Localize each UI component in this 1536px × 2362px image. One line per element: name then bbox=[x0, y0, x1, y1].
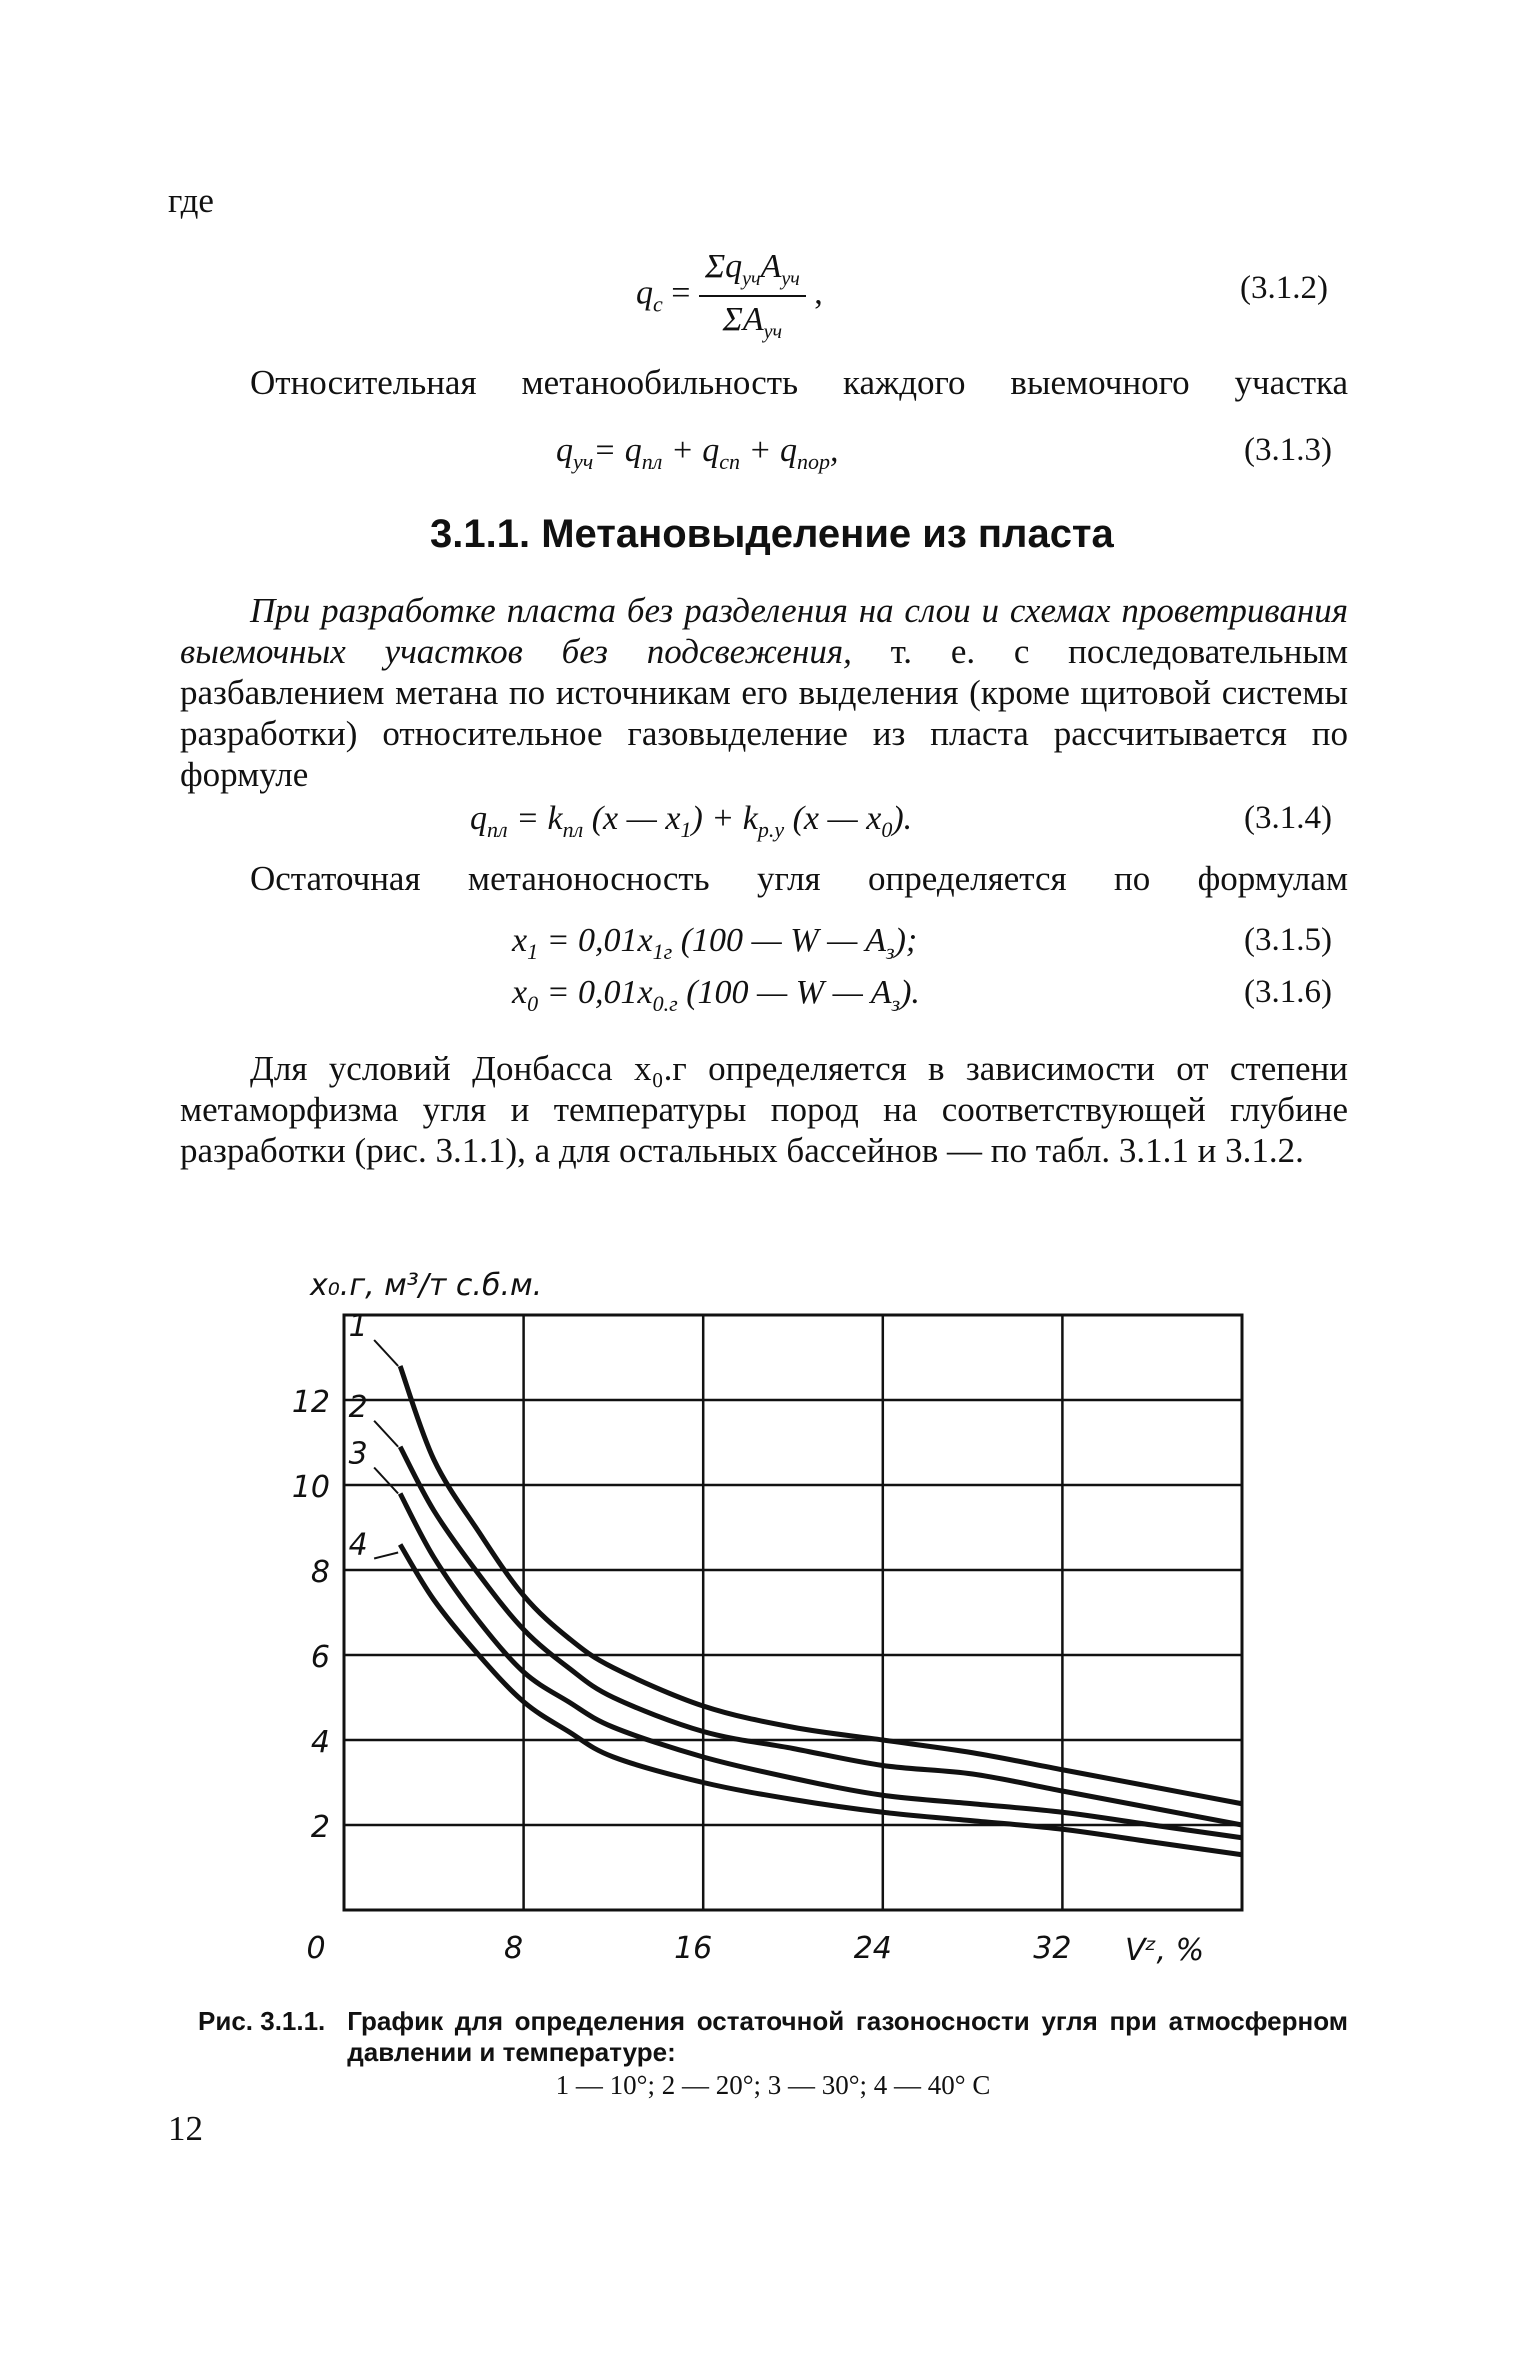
series-line-1 bbox=[400, 1366, 1242, 1804]
para-formation-italic: При разработке пласта без разделения на слои и схемах проветривания выемочных участков без подсвежения, bbox=[180, 591, 1348, 671]
x-tick-label: 8 bbox=[504, 1931, 524, 1966]
eq316-rhs-sub: 0.г bbox=[652, 990, 678, 1016]
eq315-rhs: = 0,01x bbox=[538, 922, 653, 959]
eq312-num2-sub: уч bbox=[781, 267, 800, 290]
eq316-tail-sub: з bbox=[891, 990, 901, 1016]
eq313-sub1: пл bbox=[641, 448, 663, 474]
eq312-num: Σq bbox=[704, 248, 743, 285]
chart-y-label: x₀.г, м³/т с.б.м. bbox=[310, 1268, 543, 1303]
series-label-1: 1 bbox=[348, 1309, 368, 1344]
series-leader-1 bbox=[374, 1340, 398, 1366]
eq315-lhs: x bbox=[512, 922, 528, 959]
eq316-lhs-sub: 0 bbox=[527, 990, 539, 1016]
equation-3-1-2: $q_с$ = $\frac{\Sigma q_{уч}A_{уч}}{\Sigma A_{уч}}$ , bbox=[636, 248, 823, 343]
eq312-den: ΣA bbox=[722, 300, 764, 338]
eq316-lhs: x bbox=[512, 974, 528, 1011]
series-label-4: 4 bbox=[348, 1527, 368, 1563]
chart-lines bbox=[400, 1366, 1242, 1855]
x-tick-label: 0 bbox=[306, 1931, 326, 1966]
y-tick-label: 6 bbox=[310, 1640, 330, 1675]
eq313-rhs: = q bbox=[593, 432, 642, 469]
eq314-lhs-sub: пл bbox=[487, 816, 508, 842]
eq314-mid2: ) + k bbox=[691, 800, 758, 837]
eq315-rhs-sub: 1г bbox=[652, 938, 673, 964]
eq315-lhs-sub: 1 bbox=[527, 938, 539, 964]
eq314-end: ). bbox=[892, 800, 913, 837]
eq314-lhs: q bbox=[470, 800, 487, 837]
eq315-end: ); bbox=[894, 922, 918, 959]
eq312-num2: A bbox=[760, 248, 782, 285]
para-donbass: Для условий Донбасса x₀.г определяется в зависимости от степени метаморфизма угля и температуры пород на соответствующей глубине разработки (рис. 3.1.1), а для остальных бассейнов — по табл. 3.1.1 и 3.1.2. bbox=[180, 1049, 1348, 1170]
x-tick-label: 24 bbox=[853, 1931, 892, 1966]
eq316-tail: (100 — W — A bbox=[677, 974, 892, 1011]
eq314-mid: (x — x bbox=[583, 800, 681, 837]
eq314-mid2-sub: р.у bbox=[757, 816, 785, 842]
eq313-number: (3.1.3) bbox=[1244, 432, 1332, 468]
eq315-tail-sub: з bbox=[886, 938, 895, 964]
eq313-lhs-sub: уч bbox=[573, 448, 594, 474]
equation-3-1-3 bbox=[556, 432, 838, 475]
chart-ticks bbox=[292, 1385, 1072, 1966]
eq315-tail: (100 — W — A bbox=[672, 922, 886, 959]
caption-prefix: Рис. 3.1.1. bbox=[198, 2006, 326, 2036]
para-formation-rest: т. е. с последовательным разбавлением метана по источникам его выделения (кроме щитовой системы разработки) относительное газовыделение из пласта рассчитывается по формуле bbox=[180, 632, 1349, 794]
eq314-tail-sub: 0 bbox=[881, 816, 893, 842]
eq313-plus2: + q bbox=[740, 432, 797, 469]
eq312-lhs: q bbox=[636, 274, 653, 312]
para-formation bbox=[180, 590, 1348, 795]
series-line-4 bbox=[400, 1545, 1242, 1855]
gas-content-chart bbox=[280, 1255, 1280, 1975]
para-residual: Остаточная метаноносность угля определяется по формулам bbox=[250, 859, 1348, 898]
eq316-rhs: = 0,01x bbox=[538, 974, 653, 1011]
page-number: 12 bbox=[168, 2109, 203, 2148]
eq313-lhs: q bbox=[556, 432, 573, 469]
section-heading: 3.1.1. Метановыделение из пласта bbox=[430, 512, 1114, 556]
eq316-end: ). bbox=[900, 974, 920, 1011]
eq314-number: (3.1.4) bbox=[1244, 800, 1332, 836]
chart-x-label: Vᶻ, % bbox=[1125, 1933, 1205, 1968]
series-leader-4 bbox=[374, 1553, 398, 1559]
series-line-2 bbox=[400, 1447, 1242, 1825]
series-leader-3 bbox=[374, 1468, 398, 1494]
caption-title: График для определения остаточной газоносности угля при атмосферном давлении и температуре: bbox=[347, 2006, 1348, 2067]
eq313-tail: , bbox=[829, 432, 839, 469]
eq313-sub3: пор bbox=[796, 448, 830, 474]
equation-3-1-5 bbox=[512, 922, 917, 965]
eq313-plus1: + q bbox=[662, 432, 720, 469]
eq314-rhs: = k bbox=[507, 800, 563, 837]
eq312-number: (3.1.2) bbox=[1240, 270, 1328, 306]
eq315-number: (3.1.5) bbox=[1244, 922, 1332, 958]
equation-3-1-4 bbox=[470, 800, 912, 843]
where-word: где bbox=[168, 181, 214, 220]
eq312-lhs-sub: с bbox=[653, 291, 663, 317]
chart-series-labels bbox=[349, 1309, 399, 1563]
series-label-2: 2 bbox=[348, 1389, 368, 1425]
figure-caption bbox=[198, 2006, 1348, 2101]
eq312-fraction bbox=[699, 248, 806, 344]
y-tick-label: 2 bbox=[310, 1810, 330, 1845]
eq314-tail: (x — x bbox=[784, 800, 882, 837]
series-line-3 bbox=[400, 1494, 1242, 1838]
y-tick-label: 4 bbox=[310, 1725, 330, 1760]
eq316-number: (3.1.6) bbox=[1244, 974, 1332, 1010]
x-tick-label: 16 bbox=[674, 1931, 713, 1966]
para-relative: Относительная метанообильность каждого выемочного участка bbox=[250, 363, 1348, 402]
y-tick-label: 10 bbox=[291, 1470, 330, 1505]
eq313-sub2: сп bbox=[719, 448, 741, 474]
eq314-mid-sub: 1 bbox=[680, 816, 692, 842]
eq312-den-sub: уч bbox=[763, 320, 783, 343]
equation-3-1-6 bbox=[512, 974, 920, 1017]
y-tick-label: 12 bbox=[291, 1385, 330, 1420]
caption-legend: 1 — 10°; 2 — 20°; 3 — 30°; 4 — 40° С bbox=[555, 2070, 991, 2100]
y-tick-label: 8 bbox=[310, 1555, 330, 1590]
x-tick-label: 32 bbox=[1033, 1931, 1072, 1966]
series-leader-2 bbox=[374, 1421, 398, 1447]
eq312-num-sub: уч bbox=[742, 267, 761, 290]
series-label-3: 3 bbox=[348, 1436, 368, 1472]
eq314-rhs-sub: пл bbox=[562, 816, 584, 842]
